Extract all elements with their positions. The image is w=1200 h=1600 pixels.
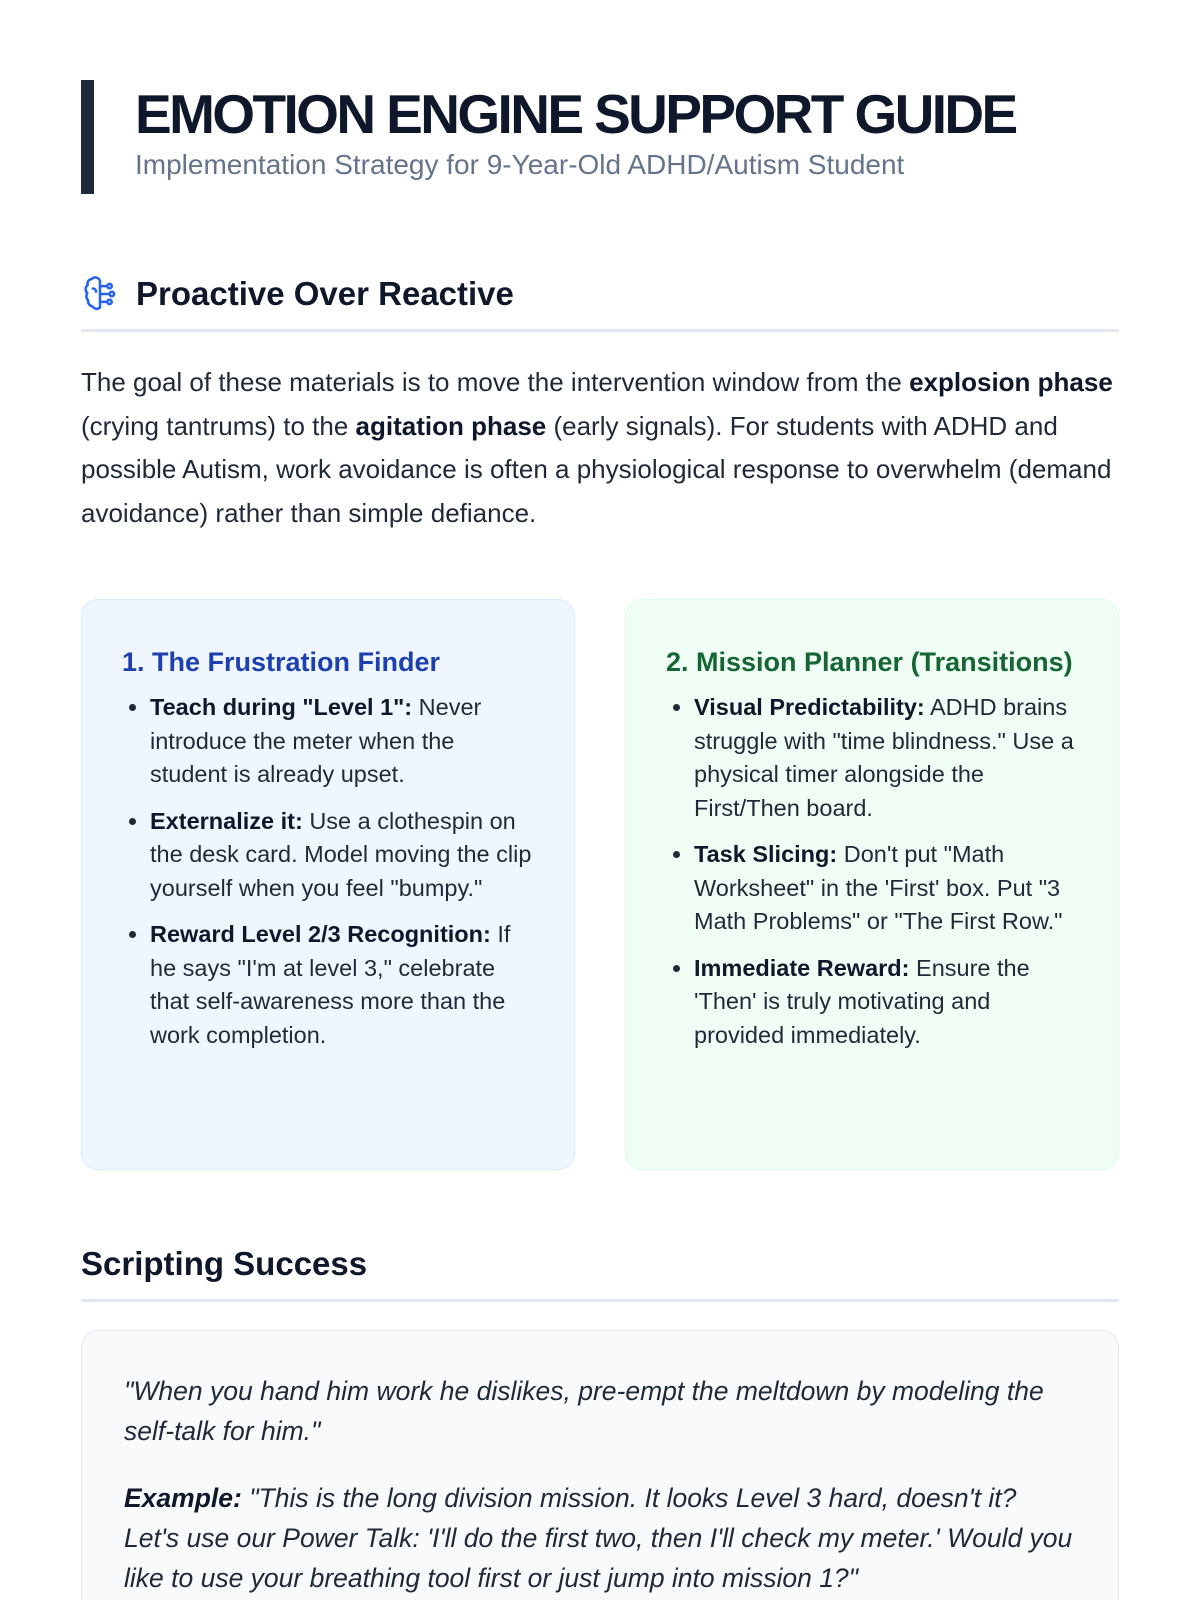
section-heading-proactive	[81, 272, 1119, 332]
page	[0, 80, 1200, 1600]
item-label: Externalize it:	[150, 807, 303, 834]
item-label: Reward Level 2/3 Recognition:	[150, 921, 491, 947]
list-item	[150, 805, 534, 906]
example-paragraph	[124, 1478, 1076, 1598]
item-text: ADHD brains struggle with "time blindness." Use a physical timer alongside the First/Then board.	[694, 694, 1074, 821]
script-quote-box	[81, 1330, 1119, 1600]
page-header	[81, 80, 1119, 194]
item-label: Immediate Reward:	[694, 954, 910, 981]
page-title: EMOTION ENGINE SUPPORT GUIDE	[135, 83, 1016, 145]
list-item	[694, 838, 1078, 939]
card-list	[666, 691, 1078, 1052]
strategy-cards	[81, 599, 1119, 1170]
intro-text: (early signals). For students with ADHD and possible Autism, work avoidance is often a physiological response to overwhelm (demand avoidance) rather than simple defiance.	[81, 410, 1112, 528]
intro-text: The goal of these materials is to move the intervention window from the	[81, 367, 910, 397]
item-label: Teach during "Level 1":	[150, 694, 413, 720]
item-text: If he says "I'm at level 3," celebrate that self-awareness more than the work completion.	[150, 921, 511, 1048]
item-text: Use a clothespin on the desk card. Model moving the clip yourself when you feel "bumpy."	[150, 807, 532, 901]
example-label: Example:	[124, 1483, 242, 1513]
card-mission-planner	[625, 599, 1119, 1170]
intro-paragraph	[81, 361, 1119, 535]
card-frustration-finder	[81, 599, 575, 1170]
card-title: 2. Mission Planner (Transitions)	[666, 647, 1073, 677]
intro-text: (crying tantrums) to the	[81, 410, 356, 441]
page-subtitle: Implementation Strategy for 9-Year-Old ADHD/Autism Student	[135, 149, 905, 180]
list-item	[694, 691, 1078, 825]
section-title: Proactive Over Reactive	[136, 274, 514, 312]
card-list	[122, 691, 534, 1052]
list-item	[150, 918, 534, 1052]
section-heading-scripting	[81, 1242, 1119, 1302]
item-label: Visual Predictability:	[694, 694, 925, 720]
list-item	[150, 691, 534, 792]
intro-emphasis: explosion phase	[909, 367, 1113, 397]
header-accent-bar	[81, 80, 94, 194]
example-text: "This is the long division mission. It looks Level 3 hard, doesn't it? Let's use our Power Talk: 'I'll do the first two, then I'll check my meter.' Would you like to use your breathing tool first or just jump into mission 1?"	[124, 1483, 1073, 1593]
item-text: Never introduce the meter when the student is already upset.	[150, 694, 482, 787]
brain-icon	[81, 275, 119, 313]
card-title: 1. The Frustration Finder	[122, 647, 441, 677]
list-item	[694, 952, 1078, 1053]
item-label: Task Slicing:	[694, 841, 838, 867]
section-title: Scripting Success	[81, 1244, 368, 1282]
item-text: Don't put "Math Worksheet" in the 'First' box. Put "3 Math Problems" or "The First Row."	[694, 841, 1063, 934]
quote-text: "When you hand him work he dislikes, pre-empt the meltdown by modeling the self-talk for him."	[124, 1376, 1044, 1446]
item-text: Ensure the 'Then' is truly motivating and provided immediately.	[694, 954, 1030, 1048]
intro-emphasis: agitation phase	[355, 410, 547, 441]
